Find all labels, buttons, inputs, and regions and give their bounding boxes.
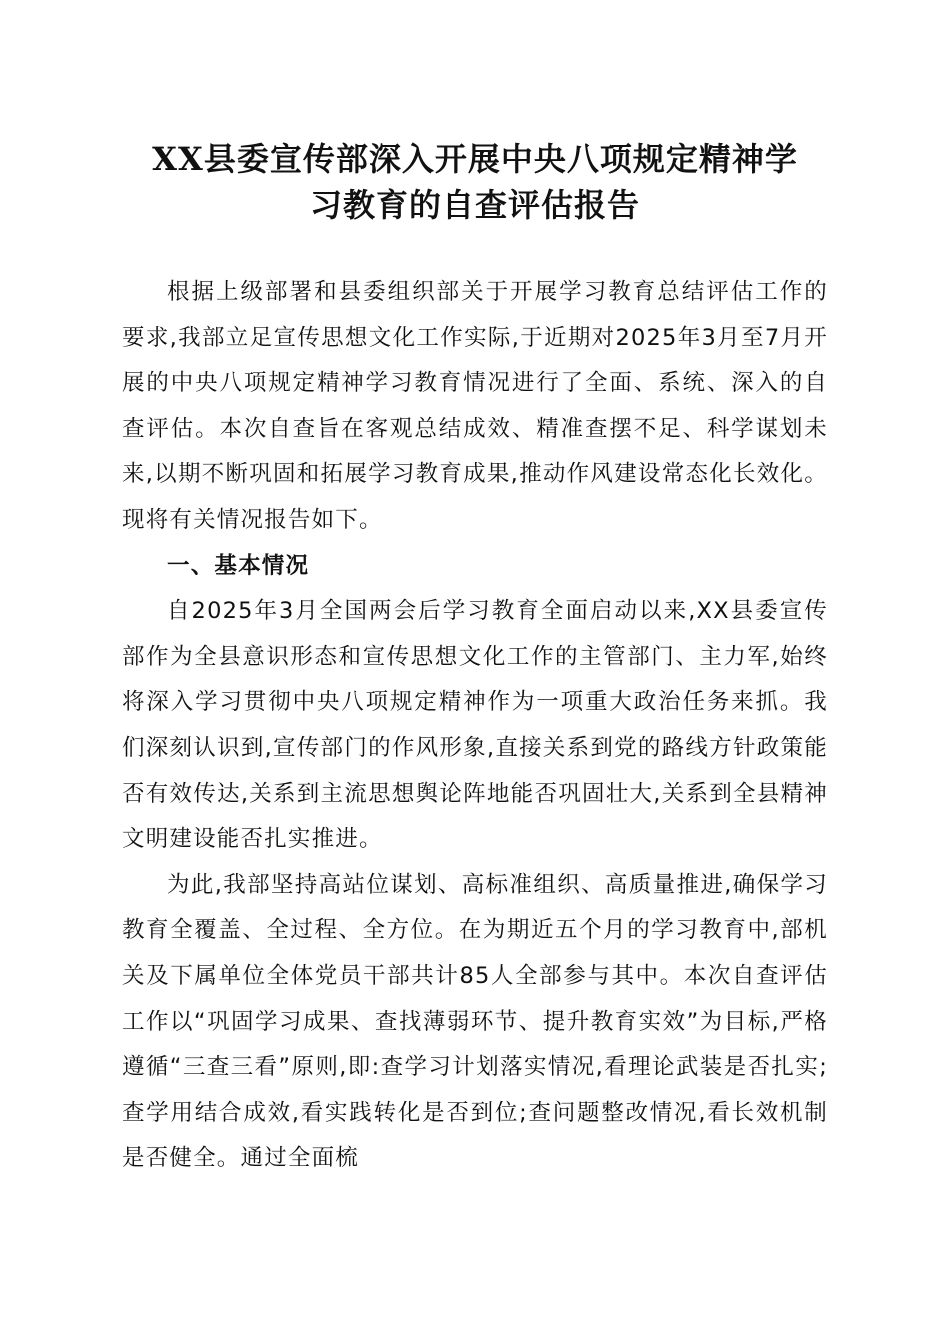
- document-body: [122, 270, 828, 1182]
- paragraph-approach: 为此,我部坚持高站位谋划、高标准组织、高质量推进,确保学习教育全覆盖、全过程、全方位。在为期近五个月的学习教育中,部机关及下属单位全体党员干部共计85人全部参与其中。本次自查评估工作以“巩固学习成果、查找薄弱环节、提升教育实效”为目标,严格遵循“三查三看”原则,即:查学习计划落实情况,看理论武装是否扎实;查学用结合成效,看实践转化是否到位;查问题整改情况,看长效机制是否健全。通过全面梳: [122, 871, 828, 1172]
- title-line-1: XX县委宣传部深入开展中央八项规定精神学: [152, 140, 798, 178]
- paragraph-intro: 根据上级部署和县委组织部关于开展学习教育总结评估工作的要求,我部立足宣传思想文化工作实际,于近期对2025年3月至7月开展的中央八项规定精神学习教育情况进行了全面、系统、深入的自查评估。本次自查旨在客观总结成效、精准查摆不足、科学谋划未来,以期不断巩固和拓展学习教育成果,推动作风建设常态化长效化。现将有关情况报告如下。: [122, 279, 828, 533]
- title-line-2: 习教育的自查评估报告: [309, 186, 640, 224]
- section-heading-basic-situation: 一、基本情况: [167, 552, 310, 579]
- document-title: [100, 136, 850, 228]
- paragraph-background: 自2025年3月全国两会后学习教育全面启动以来,XX县委宣传部作为全县意识形态和宣传思想文化工作的主管部门、主力军,始终将深入学习贯彻中央八项规定精神作为一项重大政治任务来抓。我们深刻认识到,宣传部门的作风形象,直接关系到党的路线方针政策能否有效传达,关系到主流思想舆论阵地能否巩固壮大,关系到全县精神文明建设能否扎实推进。: [122, 598, 828, 853]
